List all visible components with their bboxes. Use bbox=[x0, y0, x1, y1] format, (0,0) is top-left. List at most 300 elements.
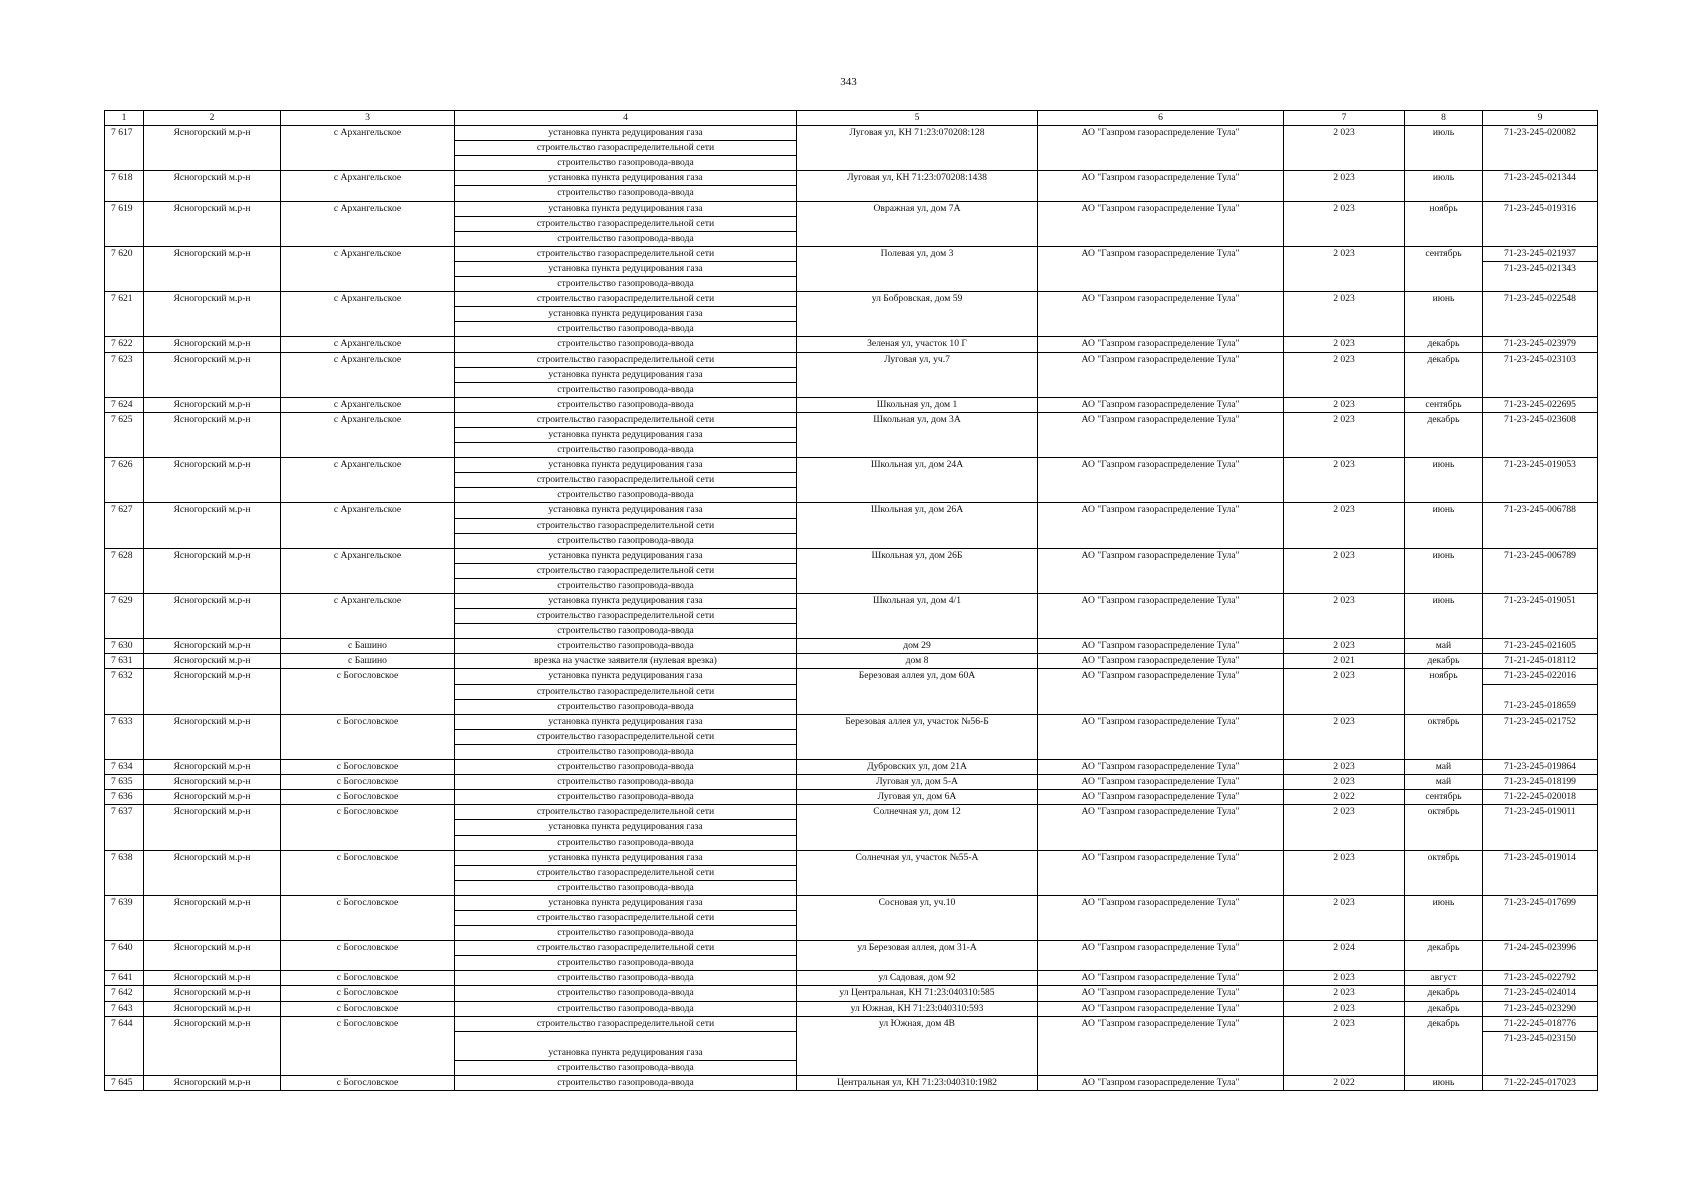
district: Ясногорский м.р-н bbox=[144, 503, 281, 548]
district: Ясногорский м.р-н bbox=[144, 412, 281, 457]
organization: АО "Газпром газораспределение Тула" bbox=[1038, 503, 1284, 548]
district: Ясногорский м.р-н bbox=[144, 126, 281, 171]
year: 2 023 bbox=[1284, 895, 1405, 940]
work-type: врезка на участке заявителя (нулевая врезка) bbox=[455, 654, 797, 669]
month: май bbox=[1405, 760, 1483, 775]
table-row bbox=[105, 714, 1598, 729]
year: 2 023 bbox=[1284, 337, 1405, 352]
month: декабрь bbox=[1405, 337, 1483, 352]
application-number: 71-23-245-023103 bbox=[1504, 353, 1576, 365]
month: декабрь bbox=[1405, 1001, 1483, 1016]
organization: АО "Газпром газораспределение Тула" bbox=[1038, 201, 1284, 246]
row-number: 7 617 bbox=[105, 126, 144, 171]
year: 2 023 bbox=[1284, 714, 1405, 759]
work-type: установка пункта редуцирования газа bbox=[455, 201, 797, 216]
district: Ясногорский м.р-н bbox=[144, 594, 281, 639]
application-numbers bbox=[1483, 805, 1598, 850]
application-number: 71-22-245-017023 bbox=[1504, 1076, 1576, 1088]
organization: АО "Газпром газораспределение Тула" bbox=[1038, 171, 1284, 201]
application-number: 71-23-245-023150 bbox=[1483, 1031, 1597, 1046]
table-row bbox=[105, 669, 1598, 684]
table-row bbox=[105, 171, 1598, 186]
address: ул Южная, КН 71:23:040310:593 bbox=[797, 1001, 1038, 1016]
table-row bbox=[105, 246, 1598, 261]
settlement: с Архангельское bbox=[281, 352, 455, 397]
address: Зеленая ул, участок 10 Г bbox=[797, 337, 1038, 352]
table-row bbox=[105, 458, 1598, 473]
row-number: 7 622 bbox=[105, 337, 144, 352]
table-row bbox=[105, 292, 1598, 307]
address: Полевая ул, дом 3 bbox=[797, 246, 1038, 291]
address: Луговая ул, дом 5-А bbox=[797, 775, 1038, 790]
district: Ясногорский м.р-н bbox=[144, 292, 281, 337]
work-type: установка пункта редуцирования газа bbox=[455, 548, 797, 563]
organization: АО "Газпром газораспределение Тула" bbox=[1038, 458, 1284, 503]
month: август bbox=[1405, 971, 1483, 986]
work-type: строительство газопровода-ввода bbox=[455, 277, 797, 292]
table-row bbox=[105, 201, 1598, 216]
month: сентябрь bbox=[1405, 397, 1483, 412]
organization: АО "Газпром газораспределение Тула" bbox=[1038, 805, 1284, 850]
address: Березовая аллея ул, дом 60А bbox=[797, 669, 1038, 714]
row-number: 7 634 bbox=[105, 760, 144, 775]
district: Ясногорский м.р-н bbox=[144, 760, 281, 775]
year: 2 023 bbox=[1284, 805, 1405, 850]
application-number: 71-24-245-023996 bbox=[1504, 942, 1576, 954]
application-number: 71-23-245-022695 bbox=[1504, 398, 1576, 410]
settlement: с Архангельское bbox=[281, 397, 455, 412]
settlement: с Архангельское bbox=[281, 458, 455, 503]
district: Ясногорский м.р-н bbox=[144, 1001, 281, 1016]
work-type: строительство газопровода-ввода bbox=[455, 533, 797, 548]
year: 2 023 bbox=[1284, 201, 1405, 246]
work-type: строительство газораспределительной сети bbox=[455, 352, 797, 367]
address: Солнечная ул, участок №55-А bbox=[797, 850, 1038, 895]
application-number bbox=[1483, 684, 1597, 699]
work-type: установка пункта редуцирования газа bbox=[455, 307, 797, 322]
row-number: 7 640 bbox=[105, 941, 144, 971]
column-header-3: 3 bbox=[281, 111, 455, 126]
settlement: с Архангельское bbox=[281, 201, 455, 246]
application-numbers bbox=[1483, 1075, 1598, 1090]
table-row bbox=[105, 1075, 1598, 1090]
work-type: строительство газораспределительной сети bbox=[455, 563, 797, 578]
work-type: строительство газораспределительной сети bbox=[455, 609, 797, 624]
application-number: 71-23-245-022016 bbox=[1504, 670, 1576, 682]
year: 2 023 bbox=[1284, 760, 1405, 775]
application-number: 71-23-245-019011 bbox=[1504, 806, 1576, 818]
year: 2 024 bbox=[1284, 941, 1405, 971]
row-number: 7 620 bbox=[105, 246, 144, 291]
work-type: строительство газопровода-ввода bbox=[455, 744, 797, 759]
work-type: строительство газораспределительной сети bbox=[455, 941, 797, 956]
row-number: 7 625 bbox=[105, 412, 144, 457]
table-row bbox=[105, 1001, 1598, 1016]
settlement: с Башино bbox=[281, 654, 455, 669]
settlement: с Архангельское bbox=[281, 126, 455, 171]
month: ноябрь bbox=[1405, 201, 1483, 246]
application-numbers bbox=[1483, 790, 1598, 805]
month: декабрь bbox=[1405, 654, 1483, 669]
application-number: 71-23-245-021605 bbox=[1504, 640, 1576, 652]
table-row bbox=[105, 895, 1598, 910]
row-number: 7 631 bbox=[105, 654, 144, 669]
column-header-4: 4 bbox=[455, 111, 797, 126]
application-number: 71-23-245-019051 bbox=[1504, 595, 1576, 606]
table-row bbox=[105, 971, 1598, 986]
work-type: установка пункта редуцирования газа bbox=[455, 594, 797, 609]
settlement: с Архангельское bbox=[281, 594, 455, 639]
settlement: с Архангельское bbox=[281, 171, 455, 201]
row-number: 7 645 bbox=[105, 1075, 144, 1090]
month: сентябрь bbox=[1405, 246, 1483, 291]
address: Овражная ул, дом 7А bbox=[797, 201, 1038, 246]
district: Ясногорский м.р-н bbox=[144, 246, 281, 291]
work-type: установка пункта редуцирования газа bbox=[455, 820, 797, 835]
row-number: 7 630 bbox=[105, 639, 144, 654]
district: Ясногорский м.р-н bbox=[144, 201, 281, 246]
address: Школьная ул, дом 1 bbox=[797, 397, 1038, 412]
district: Ясногорский м.р-н bbox=[144, 352, 281, 397]
settlement: с Башино bbox=[281, 639, 455, 654]
settlement: с Богословское bbox=[281, 986, 455, 1001]
settlement: с Богословское bbox=[281, 805, 455, 850]
organization: АО "Газпром газораспределение Тула" bbox=[1038, 895, 1284, 940]
application-number: 71-23-245-021752 bbox=[1504, 715, 1576, 727]
row-number: 7 621 bbox=[105, 292, 144, 337]
settlement: с Богословское bbox=[281, 971, 455, 986]
settlement: с Богословское bbox=[281, 790, 455, 805]
row-number: 7 644 bbox=[105, 1016, 144, 1075]
address: Школьная ул, дом 24А bbox=[797, 458, 1038, 503]
organization: АО "Газпром газораспределение Тула" bbox=[1038, 1001, 1284, 1016]
work-type: строительство газораспределительной сети bbox=[455, 412, 797, 427]
settlement: с Архангельское bbox=[281, 503, 455, 548]
organization: АО "Газпром газораспределение Тула" bbox=[1038, 126, 1284, 171]
year: 2 023 bbox=[1284, 548, 1405, 593]
application-number: 71-23-245-021937 bbox=[1504, 247, 1576, 259]
district: Ясногорский м.р-н bbox=[144, 850, 281, 895]
work-type: строительство газопровода-ввода bbox=[455, 578, 797, 593]
organization: АО "Газпром газораспределение Тула" bbox=[1038, 1075, 1284, 1090]
district: Ясногорский м.р-н bbox=[144, 941, 281, 971]
work-type: строительство газопровода-ввода bbox=[455, 337, 797, 352]
month: декабрь bbox=[1405, 986, 1483, 1001]
work-type: строительство газопровода-ввода bbox=[455, 624, 797, 639]
application-numbers bbox=[1483, 292, 1598, 337]
year: 2 023 bbox=[1284, 1001, 1405, 1016]
work-type: строительство газораспределительной сети bbox=[455, 910, 797, 925]
work-type: строительство газопровода-ввода bbox=[455, 986, 797, 1001]
row-number: 7 642 bbox=[105, 986, 144, 1001]
row-number: 7 619 bbox=[105, 201, 144, 246]
column-header-6: 6 bbox=[1038, 111, 1284, 126]
district: Ясногорский м.р-н bbox=[144, 775, 281, 790]
organization: АО "Газпром газораспределение Тула" bbox=[1038, 850, 1284, 895]
application-number: 71-23-245-018199 bbox=[1504, 776, 1576, 788]
month: октябрь bbox=[1405, 850, 1483, 895]
month: сентябрь bbox=[1405, 790, 1483, 805]
organization: АО "Газпром газораспределение Тула" bbox=[1038, 246, 1284, 291]
organization: АО "Газпром газораспределение Тула" bbox=[1038, 292, 1284, 337]
work-type: строительство газопровода-ввода bbox=[455, 397, 797, 412]
row-number: 7 627 bbox=[105, 503, 144, 548]
organization: АО "Газпром газораспределение Тула" bbox=[1038, 594, 1284, 639]
work-type: строительство газораспределительной сети bbox=[455, 729, 797, 744]
settlement: с Архангельское bbox=[281, 548, 455, 593]
work-type: строительство газопровода-ввода bbox=[455, 1001, 797, 1016]
work-type: строительство газопровода-ввода bbox=[455, 971, 797, 986]
work-type: строительство газопровода-ввода bbox=[455, 231, 797, 246]
month: ноябрь bbox=[1405, 669, 1483, 714]
work-type: строительство газораспределительной сети bbox=[455, 216, 797, 231]
year: 2 023 bbox=[1284, 850, 1405, 895]
address: Березовая аллея ул, участок №56-Б bbox=[797, 714, 1038, 759]
settlement: с Богословское bbox=[281, 714, 455, 759]
address: Школьная ул, дом 3А bbox=[797, 412, 1038, 457]
application-numbers bbox=[1483, 458, 1598, 503]
application-numbers bbox=[1483, 171, 1598, 201]
application-number: 71-23-245-020082 bbox=[1504, 127, 1576, 139]
district: Ясногорский м.р-н bbox=[144, 971, 281, 986]
address: Луговая ул, КН 71:23:070208:1438 bbox=[797, 171, 1038, 201]
year: 2 023 bbox=[1284, 986, 1405, 1001]
column-header-7: 7 bbox=[1284, 111, 1405, 126]
work-type: строительство газопровода-ввода bbox=[455, 186, 797, 201]
work-type: строительство газораспределительной сети bbox=[455, 292, 797, 307]
work-type: установка пункта редуцирования газа bbox=[455, 126, 797, 141]
application-number: 71-23-245-019864 bbox=[1504, 761, 1576, 773]
work-type: строительство газопровода-ввода bbox=[455, 443, 797, 458]
application-number: 71-23-245-023979 bbox=[1504, 338, 1576, 350]
organization: АО "Газпром газораспределение Тула" bbox=[1038, 669, 1284, 714]
year: 2 023 bbox=[1284, 594, 1405, 639]
table-row bbox=[105, 775, 1598, 790]
work-type: строительство газораспределительной сети bbox=[455, 805, 797, 820]
application-numbers bbox=[1483, 669, 1598, 714]
district: Ясногорский м.р-н bbox=[144, 714, 281, 759]
settlement: с Архангельское bbox=[281, 337, 455, 352]
header-row bbox=[105, 111, 1598, 126]
row-number: 7 633 bbox=[105, 714, 144, 759]
district: Ясногорский м.р-н bbox=[144, 669, 281, 714]
work-type: строительство газораспределительной сети bbox=[455, 141, 797, 156]
address: Сосновая ул, уч.10 bbox=[797, 895, 1038, 940]
settlement: с Архангельское bbox=[281, 412, 455, 457]
work-type: строительство газораспределительной сети bbox=[455, 246, 797, 261]
work-type bbox=[455, 1031, 797, 1046]
organization: АО "Газпром газораспределение Тула" bbox=[1038, 654, 1284, 669]
work-type: строительство газораспределительной сети bbox=[455, 473, 797, 488]
settlement: с Богословское bbox=[281, 895, 455, 940]
table-row bbox=[105, 805, 1598, 820]
district: Ясногорский м.р-н bbox=[144, 1075, 281, 1090]
address: Школьная ул, дом 26Б bbox=[797, 548, 1038, 593]
application-numbers bbox=[1483, 1001, 1598, 1016]
year: 2 022 bbox=[1284, 1075, 1405, 1090]
year: 2 021 bbox=[1284, 654, 1405, 669]
application-numbers bbox=[1483, 246, 1598, 291]
month: июнь bbox=[1405, 1075, 1483, 1090]
work-type: установка пункта редуцирования газа bbox=[455, 850, 797, 865]
year: 2 023 bbox=[1284, 669, 1405, 714]
row-number: 7 623 bbox=[105, 352, 144, 397]
address: Луговая ул, уч.7 bbox=[797, 352, 1038, 397]
year: 2 023 bbox=[1284, 503, 1405, 548]
table-row bbox=[105, 548, 1598, 563]
settlement: с Богословское bbox=[281, 850, 455, 895]
address: ул Южная, дом 4В bbox=[797, 1016, 1038, 1075]
application-number: 71-23-245-023290 bbox=[1504, 1002, 1576, 1014]
application-numbers bbox=[1483, 397, 1598, 412]
application-number: 71-23-245-018659 bbox=[1504, 699, 1576, 711]
row-number: 7 638 bbox=[105, 850, 144, 895]
row-number: 7 643 bbox=[105, 1001, 144, 1016]
district: Ясногорский м.р-н bbox=[144, 639, 281, 654]
work-type: строительство газопровода-ввода bbox=[455, 488, 797, 503]
work-type: установка пункта редуцирования газа bbox=[455, 367, 797, 382]
row-number: 7 637 bbox=[105, 805, 144, 850]
month: декабрь bbox=[1405, 352, 1483, 397]
table-row bbox=[105, 503, 1598, 518]
district: Ясногорский м.р-н bbox=[144, 548, 281, 593]
work-type: строительство газопровода-ввода bbox=[455, 699, 797, 714]
table-row bbox=[105, 654, 1598, 669]
application-numbers bbox=[1483, 352, 1598, 397]
application-numbers bbox=[1483, 503, 1598, 548]
row-number: 7 632 bbox=[105, 669, 144, 714]
organization: АО "Газпром газораспределение Тула" bbox=[1038, 986, 1284, 1001]
table-row bbox=[105, 1016, 1598, 1031]
application-numbers bbox=[1483, 639, 1598, 654]
table-row bbox=[105, 790, 1598, 805]
column-header-1: 1 bbox=[105, 111, 144, 126]
settlement: с Богословское bbox=[281, 1075, 455, 1090]
application-numbers bbox=[1483, 337, 1598, 352]
application-number: 71-23-245-019053 bbox=[1504, 459, 1576, 471]
organization: АО "Газпром газораспределение Тула" bbox=[1038, 548, 1284, 593]
organization: АО "Газпром газораспределение Тула" bbox=[1038, 397, 1284, 412]
month: июнь bbox=[1405, 458, 1483, 503]
work-type: строительство газопровода-ввода bbox=[455, 382, 797, 397]
work-type: строительство газораспределительной сети bbox=[455, 865, 797, 880]
month: май bbox=[1405, 639, 1483, 654]
month: июль bbox=[1405, 171, 1483, 201]
work-type: строительство газораспределительной сети bbox=[455, 518, 797, 533]
column-header-5: 5 bbox=[797, 111, 1038, 126]
row-number: 7 636 bbox=[105, 790, 144, 805]
application-number: 71-23-245-019316 bbox=[1504, 202, 1576, 214]
settlement: с Архангельское bbox=[281, 292, 455, 337]
application-number: 71-23-245-022548 bbox=[1504, 293, 1576, 305]
table-body bbox=[105, 111, 1598, 1091]
district: Ясногорский м.р-н bbox=[144, 458, 281, 503]
organization: АО "Газпром газораспределение Тула" bbox=[1038, 639, 1284, 654]
application-numbers bbox=[1483, 986, 1598, 1001]
address: ул Центральная, КН 71:23:040310:585 bbox=[797, 986, 1038, 1001]
year: 2 023 bbox=[1284, 352, 1405, 397]
work-type: строительство газопровода-ввода bbox=[455, 156, 797, 171]
year: 2 023 bbox=[1284, 171, 1405, 201]
table-row bbox=[105, 126, 1598, 141]
application-number: 71-21-245-018112 bbox=[1504, 655, 1576, 667]
settlement: с Архангельское bbox=[281, 246, 455, 291]
application-numbers bbox=[1483, 775, 1598, 790]
application-number: 71-23-245-021343 bbox=[1483, 261, 1597, 276]
organization: АО "Газпром газораспределение Тула" bbox=[1038, 971, 1284, 986]
application-number: 71-23-245-006788 bbox=[1504, 504, 1576, 516]
address: Школьная ул, дом 4/1 bbox=[797, 594, 1038, 639]
application-number: 71-23-245-023608 bbox=[1504, 413, 1576, 425]
address: дом 8 bbox=[797, 654, 1038, 669]
month: июнь bbox=[1405, 548, 1483, 593]
table-row bbox=[105, 352, 1598, 367]
month: июль bbox=[1405, 126, 1483, 171]
work-type: строительство газопровода-ввода bbox=[455, 775, 797, 790]
work-type: установка пункта редуцирования газа bbox=[455, 503, 797, 518]
district: Ясногорский м.р-н bbox=[144, 654, 281, 669]
work-type: строительство газопровода-ввода bbox=[455, 639, 797, 654]
month: май bbox=[1405, 775, 1483, 790]
address: Луговая ул, дом 6А bbox=[797, 790, 1038, 805]
row-number: 7 641 bbox=[105, 971, 144, 986]
work-type: строительство газопровода-ввода bbox=[455, 880, 797, 895]
work-type: строительство газопровода-ввода bbox=[455, 760, 797, 775]
work-type: строительство газопровода-ввода bbox=[455, 956, 797, 971]
year: 2 023 bbox=[1284, 412, 1405, 457]
work-type: строительство газопровода-ввода bbox=[455, 790, 797, 805]
month: декабрь bbox=[1405, 941, 1483, 971]
column-header-8: 8 bbox=[1405, 111, 1483, 126]
row-number: 7 639 bbox=[105, 895, 144, 940]
application-numbers bbox=[1483, 594, 1598, 639]
work-type: установка пункта редуцирования газа bbox=[455, 427, 797, 442]
district: Ясногорский м.р-н bbox=[144, 790, 281, 805]
address: Солнечная ул, дом 12 bbox=[797, 805, 1038, 850]
month: июнь bbox=[1405, 594, 1483, 639]
work-type: установка пункта редуцирования газа bbox=[455, 714, 797, 729]
application-number: 71-23-245-022792 bbox=[1504, 972, 1576, 984]
application-number: 71-23-245-017699 bbox=[1504, 896, 1576, 908]
application-number: 71-23-245-006789 bbox=[1504, 549, 1576, 561]
organization: АО "Газпром газораспределение Тула" bbox=[1038, 790, 1284, 805]
organization: АО "Газпром газораспределение Тула" bbox=[1038, 412, 1284, 457]
application-numbers bbox=[1483, 412, 1598, 457]
column-header-9: 9 bbox=[1483, 111, 1598, 126]
row-number: 7 635 bbox=[105, 775, 144, 790]
month: декабрь bbox=[1405, 1016, 1483, 1075]
application-number: 71-22-245-020018 bbox=[1504, 791, 1576, 803]
year: 2 023 bbox=[1284, 775, 1405, 790]
address: ул Бобровская, дом 59 bbox=[797, 292, 1038, 337]
application-numbers bbox=[1483, 654, 1598, 669]
district: Ясногорский м.р-н bbox=[144, 986, 281, 1001]
application-numbers bbox=[1483, 1016, 1598, 1075]
work-type: строительство газопровода-ввода bbox=[455, 926, 797, 941]
settlement: с Богословское bbox=[281, 760, 455, 775]
row-number: 7 628 bbox=[105, 548, 144, 593]
application-numbers bbox=[1483, 850, 1598, 895]
application-numbers bbox=[1483, 895, 1598, 940]
settlement: с Богословское bbox=[281, 775, 455, 790]
application-numbers bbox=[1483, 126, 1598, 171]
settlement: с Богословское bbox=[281, 1001, 455, 1016]
work-type: установка пункта редуцирования газа bbox=[455, 171, 797, 186]
address: дом 29 bbox=[797, 639, 1038, 654]
month: июнь bbox=[1405, 503, 1483, 548]
organization: АО "Газпром газораспределение Тула" bbox=[1038, 941, 1284, 971]
organization: АО "Газпром газораспределение Тула" bbox=[1038, 337, 1284, 352]
